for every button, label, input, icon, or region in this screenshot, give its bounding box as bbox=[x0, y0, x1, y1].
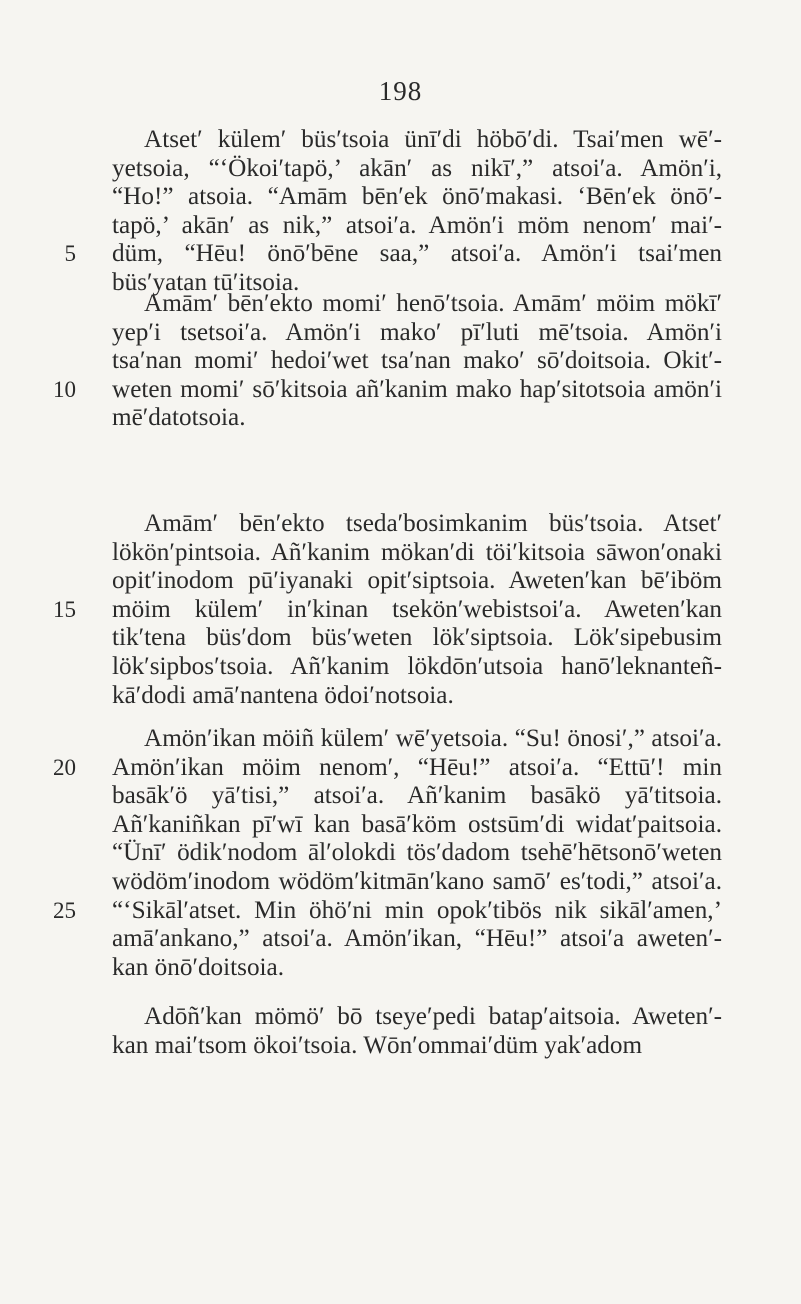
line-text: lökön′pintsoia. Añ′kanim mökan′di töi′kitsoia sāwon′onaki bbox=[112, 538, 722, 566]
text-line bbox=[112, 954, 722, 983]
line-text: yep′i tsetsoi′a. Amön′i mako′ pī′luti mē′tsoia. Amön′i bbox=[112, 318, 722, 346]
paragraph-2 bbox=[53, 290, 722, 433]
line-number: 10 bbox=[53, 376, 76, 402]
line-number: 5 bbox=[64, 241, 76, 267]
page-number: 198 bbox=[378, 76, 423, 106]
line-text: Atset′ külem′ büs′tsoia ünī′di höbō′di. Tsai′men wē′- bbox=[144, 126, 722, 153]
paragraph-1 bbox=[64, 126, 722, 298]
text-line bbox=[112, 868, 722, 897]
text-line bbox=[112, 155, 722, 184]
line-number: 15 bbox=[53, 596, 76, 622]
line-text: büs′yatan tū′itsoia. bbox=[112, 268, 300, 296]
text-line bbox=[112, 212, 722, 241]
text-line bbox=[112, 404, 722, 433]
text-line bbox=[112, 811, 722, 840]
line-text: Amām′ bēn′ekto momi′ henō′tsoia. Amām′ möim mökī′ bbox=[144, 290, 722, 317]
text-line bbox=[53, 595, 722, 625]
line-text: wödöm′inodom wödöm′kitmān′kano samō′ es′todi,” atsoi′a. bbox=[112, 867, 722, 895]
line-text: opit′inodom pū′iyanaki opit′siptsoia. Aweten′kan bē′iböm bbox=[112, 567, 722, 595]
text-line bbox=[112, 925, 722, 954]
text-line bbox=[112, 126, 722, 155]
text-line bbox=[64, 240, 722, 269]
text-line bbox=[112, 624, 722, 653]
text-line bbox=[112, 539, 722, 568]
line-text: tik′tena büs′dom büs′weten lök′siptsoia. Lök′sipebusim bbox=[112, 624, 722, 652]
line-text: “‘Sikāl′atset. Min öhö′ni min opok′tibös nik sikāl′amen,’ bbox=[112, 896, 722, 924]
text-line bbox=[112, 782, 722, 811]
line-text: kan önō′doitsoia. bbox=[112, 953, 285, 981]
text-line bbox=[112, 725, 722, 754]
line-text: kan mai′tsom ökoi′tsoia. Wōn′ommai′düm yak′adom bbox=[112, 1031, 643, 1059]
paragraph-3 bbox=[53, 510, 722, 710]
paragraph-5 bbox=[112, 1003, 722, 1060]
line-text: düm, “Hēu! önō′bēne saa,” atsoi′a. Amön′i tsai′men bbox=[112, 240, 722, 268]
text-line bbox=[53, 896, 722, 926]
line-text: Amön′ikan möiñ külem′ wē′yetsoia. “Su! önosi′,” atsoi′a. bbox=[144, 725, 722, 752]
line-text: yetsoia, “‘Ökoi′tapö,’ akān′ as nikī′,” atsoi′a. Amön′i, bbox=[112, 154, 722, 182]
line-text: lök′sipbos′tsoia. Añ′kanim lökdōn′utsoia hanō′leknanteñ- bbox=[112, 652, 722, 680]
line-text: Añ′kaniñkan pī′wī kan basā′köm ostsūm′di widat′paitsoia. bbox=[112, 810, 722, 838]
text-line bbox=[112, 567, 722, 596]
line-text: Amām′ bēn′ekto tseda′bosimkanim büs′tsoia. Atset′ bbox=[144, 510, 722, 537]
text-line bbox=[112, 183, 722, 212]
text-line bbox=[112, 839, 722, 868]
text-line bbox=[53, 753, 722, 783]
line-text: Adōñ′kan mömö′ bō tseye′pedi batap′aitsoia. Aweten′- bbox=[144, 1003, 722, 1030]
line-text: mē′datotsoia. bbox=[112, 404, 246, 432]
line-text: “Ho!” atsoia. “Amām bēn′ek önō′makasi. ‘Bēn′ek önō′- bbox=[112, 183, 722, 211]
text-line bbox=[112, 1003, 722, 1032]
line-number: 25 bbox=[53, 897, 76, 923]
line-text: kā′dodi amā′nantena ödoi′notsoia. bbox=[112, 681, 454, 709]
line-text: möim külem′ in′kinan tsekön′webistsoi′a. Aweten′kan bbox=[112, 595, 722, 623]
line-text: amā′ankano,” atsoi′a. Amön′ikan, “Hēu!” atsoi′a aweten′- bbox=[112, 925, 722, 953]
line-text: tapö,’ akān′ as nik,” atsoi′a. Amön′i möm nenom′ mai′- bbox=[112, 211, 722, 239]
text-line bbox=[112, 682, 722, 711]
text-line bbox=[112, 347, 722, 376]
line-text: tsa′nan momi′ hedoi′wet tsa′nan mako′ sō′doitsoia. Okit′- bbox=[112, 347, 722, 375]
text-line bbox=[112, 510, 722, 539]
line-text: “Ünī′ ödik′nodom āl′olokdi tös′dadom tsehē′hētsonō′weten bbox=[112, 839, 722, 867]
text-line bbox=[53, 375, 722, 405]
line-text: basāk′ö yā′tisi,” atsoi′a. Añ′kanim basākö yā′titsoia. bbox=[112, 782, 722, 810]
paragraph-4 bbox=[53, 725, 722, 982]
text-line bbox=[112, 653, 722, 682]
line-number: 20 bbox=[53, 754, 76, 780]
text-line bbox=[112, 319, 722, 348]
line-text: weten momi′ sō′kitsoia añ′kanim mako hap′sitotsoia amön′i bbox=[112, 375, 722, 403]
line-text: Amön′ikan möim nenom′, “Hēu!” atsoi′a. “Ettū′! min bbox=[112, 753, 722, 781]
text-line bbox=[112, 1032, 722, 1061]
text-line bbox=[112, 290, 722, 319]
